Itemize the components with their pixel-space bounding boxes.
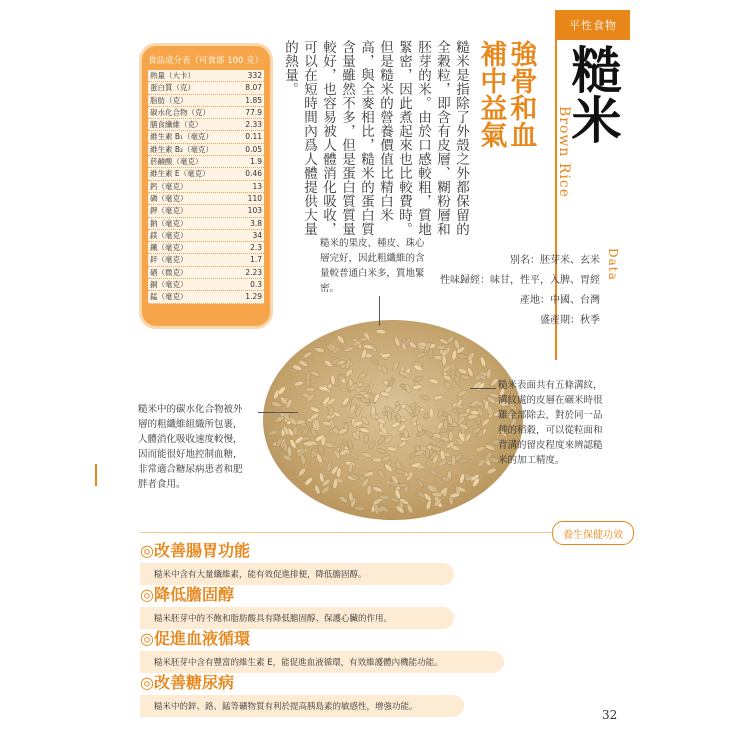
nutrient-name: 維生素 E（毫克） bbox=[150, 169, 210, 179]
nutrient-value: 0.05 bbox=[245, 144, 262, 154]
nutrition-row bbox=[148, 193, 264, 205]
nutrient-name: 蛋白質（克） bbox=[150, 83, 195, 93]
benefit-item bbox=[140, 538, 620, 585]
nutrient-name: 硒（微克） bbox=[150, 267, 188, 277]
benefits-badge: 養生保健功效 bbox=[552, 521, 634, 545]
callout-left: 糙米中的碳水化合物被外 層的粗纖維組織所包裹， 人體消化吸收速度較慢， 因而能很好地控制血糖， 非常適合糖尿病患者和肥 胖者食用。 bbox=[138, 404, 243, 490]
nutrient-value: 2.3 bbox=[250, 243, 262, 253]
nutrition-row bbox=[148, 156, 264, 168]
intro-text bbox=[280, 40, 470, 240]
benefit-title: ◎降低膽固醇 bbox=[140, 585, 234, 604]
nutrition-row bbox=[148, 119, 264, 131]
benefit-text: 糙米中的鋅、鉻、錳等礦物質有利於提高胰島素的敏感性，增強功能。 bbox=[154, 702, 418, 712]
nutrition-row bbox=[148, 230, 264, 242]
intro-column: 糙米是指除了外殼之外都保留的 bbox=[453, 40, 469, 236]
nutrient-name: 膳食纖維（克） bbox=[150, 120, 203, 130]
nutrient-name: 鉀（毫克） bbox=[150, 206, 188, 216]
subtitle-line-2: 補中益氣 bbox=[475, 40, 507, 148]
nutrient-value: 1.7 bbox=[250, 255, 262, 265]
nutrition-heading: 食品成分表（可食部 100 克） bbox=[148, 56, 264, 66]
benefit-title: ◎改善腸胃功能 bbox=[140, 541, 250, 560]
nutrient-value: 110 bbox=[247, 193, 262, 203]
data-alias: 別名：胚芽米、玄米 bbox=[510, 255, 600, 266]
benefit-text: 糙米胚芽中的不飽和脂肪酸具有降低膽固醇、保護心臟的作用。 bbox=[154, 614, 393, 624]
nutrient-value: 3.8 bbox=[250, 218, 262, 228]
nutrition-row bbox=[148, 70, 264, 82]
nutrient-name: 菸鹼酸（毫克） bbox=[150, 157, 203, 167]
benefit-text: 糙米中含有大量纖維素，能有效促進排便，降低膽固醇。 bbox=[154, 570, 367, 580]
nutrition-row bbox=[148, 254, 264, 266]
intro-column: 緊密，因此煮起來也比較費時。 bbox=[396, 40, 412, 236]
nutrition-row bbox=[148, 218, 264, 230]
nutrient-value: 0.11 bbox=[245, 132, 262, 142]
nutrient-value: 2.33 bbox=[245, 120, 262, 130]
nutrition-row bbox=[148, 95, 264, 107]
nutrition-row bbox=[148, 267, 264, 279]
nutrient-value: 34 bbox=[252, 230, 262, 240]
nutrition-row bbox=[148, 205, 264, 217]
callout-top: 糙米的果皮、種皮、珠心 層完好，因此粗纖維的含 量較普通白米多，質地緊 密。 bbox=[320, 238, 425, 294]
intro-column: 高，與全麥相比，糙米的蛋白質 bbox=[358, 40, 374, 236]
nutrient-value: 1.29 bbox=[245, 292, 262, 302]
data-origin: 產地：中國、台灣 bbox=[520, 295, 600, 306]
margin-marker bbox=[95, 464, 97, 486]
benefit-bar bbox=[140, 695, 464, 717]
nutrient-name: 鋅（毫克） bbox=[150, 255, 188, 265]
callout-left-pointer bbox=[258, 412, 298, 413]
nutrient-value: 1.85 bbox=[245, 95, 262, 105]
page-title: 糙米 bbox=[563, 44, 622, 144]
intro-column: 含量雖然不多，但是蛋白質質量 bbox=[339, 40, 355, 236]
intro-column: 全穀粒，即含有皮層、糊粉層和 bbox=[434, 40, 450, 236]
nutrient-value: 2.23 bbox=[245, 267, 262, 277]
callout-right-pointer bbox=[470, 388, 496, 389]
benefit-item bbox=[140, 582, 620, 629]
callout-right: 糙米表面共有五條溝紋， 溝紋處的皮層在碾米時很 難全部除去，對於同一品 種的稻穀，可以從粒面和 背溝的留皮程度來辨認糙 米的加工精度。 bbox=[498, 380, 603, 466]
nutrient-name: 鐵（毫克） bbox=[150, 243, 188, 253]
nutrient-name: 鈣（毫克） bbox=[150, 181, 188, 191]
nutrition-row bbox=[148, 181, 264, 193]
data-season: 盛產期：秋季 bbox=[540, 315, 600, 326]
nutrient-value: 1.9 bbox=[250, 157, 262, 167]
nutrition-row bbox=[148, 131, 264, 143]
nutrient-value: 77.9 bbox=[245, 107, 262, 117]
nutrient-name: 維生素 B₁（毫克） bbox=[150, 132, 214, 142]
page-title-english: Brown Rice bbox=[556, 106, 572, 199]
nutrient-name: 熱量（大卡） bbox=[150, 71, 195, 80]
intro-column: 可以在短時間內爲人體提供大量 bbox=[301, 40, 317, 236]
benefit-title: ◎促進血液循環 bbox=[140, 629, 250, 648]
callout-top-pointer bbox=[379, 296, 380, 326]
nutrition-row bbox=[148, 279, 264, 291]
nutrition-row bbox=[148, 82, 264, 94]
nutrient-name: 脂肪（克） bbox=[150, 95, 188, 105]
benefit-item bbox=[140, 626, 620, 673]
nutrient-value: 332 bbox=[247, 71, 262, 80]
nutrient-value: 0.3 bbox=[250, 280, 262, 290]
nutrition-rows bbox=[148, 70, 264, 304]
intro-column: 但是糙米的營養價值比精白米 bbox=[377, 40, 393, 222]
rice-pile-illustration bbox=[258, 310, 528, 525]
benefit-text: 糙米胚芽中含有豐富的維生素 E，能促進血液循環，有效維護體內機能功能。 bbox=[154, 658, 443, 668]
benefit-item bbox=[140, 670, 620, 717]
nutrition-row bbox=[148, 242, 264, 254]
subtitle-line-1: 強骨和血 bbox=[505, 40, 537, 148]
nutrition-row bbox=[148, 291, 264, 303]
benefit-title: ◎改善糖尿病 bbox=[140, 673, 234, 692]
nutrient-name: 維生素 B₂（毫克） bbox=[150, 144, 214, 154]
nutrient-value: 8.07 bbox=[245, 83, 262, 93]
nutrition-table bbox=[142, 46, 270, 326]
nutrient-name: 銅（毫克） bbox=[150, 280, 188, 290]
page-number: 32 bbox=[602, 708, 618, 722]
intro-column: 的熱量。 bbox=[282, 40, 298, 96]
nutrition-row bbox=[148, 168, 264, 180]
intro-column: 較好，也容易被人體消化吸收， bbox=[320, 40, 336, 236]
data-taste: 性味歸經：味甘，性平，入脾、胃經 bbox=[440, 275, 600, 286]
intro-column: 胚芽的米。由於口感較粗，質地 bbox=[415, 40, 431, 236]
nutrient-name: 碳水化合物（克） bbox=[150, 107, 210, 117]
nutrient-name: 鈉（毫克） bbox=[150, 218, 188, 228]
nutrient-value: 103 bbox=[247, 206, 262, 216]
nutrient-value: 0.46 bbox=[245, 169, 262, 179]
nutrient-name: 磷（毫克） bbox=[150, 193, 188, 203]
data-label: Data bbox=[606, 248, 620, 281]
nutrient-value: 13 bbox=[252, 181, 262, 191]
benefits-rule bbox=[140, 532, 554, 533]
nutrient-name: 錳（毫克） bbox=[150, 292, 188, 302]
nutrition-row bbox=[148, 144, 264, 156]
nutrition-row bbox=[148, 107, 264, 119]
category-tab: 平性食物 bbox=[556, 10, 630, 40]
nutrient-name: 鎂（毫克） bbox=[150, 230, 188, 240]
